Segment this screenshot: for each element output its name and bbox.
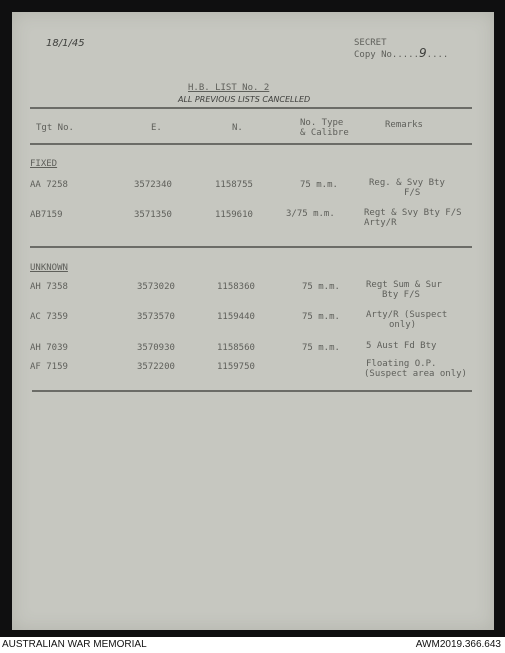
cell-tgt: AB7159 [30, 210, 63, 220]
copy-trail: .... [426, 50, 449, 60]
cell-type: 75 m.m. [302, 312, 340, 322]
cell-northing: 1159750 [217, 362, 255, 372]
cell-type: 3/75 m.m. [286, 209, 335, 219]
footer-catalogue-id: AWM2019.366.643 [415, 639, 501, 650]
header-northing: N. [232, 123, 243, 133]
header-type-line2: & Calibre [300, 128, 349, 138]
cell-type: 75 m.m. [302, 343, 340, 353]
section-label: UNKNOWN [30, 263, 68, 273]
cell-easting: 3573020 [137, 282, 175, 292]
header-type-line1: No. Type [300, 118, 344, 128]
classification-label: SECRET [354, 38, 387, 48]
cell-remarks-line2: Arty/R [364, 218, 397, 228]
cell-remarks-line2: only) [389, 320, 417, 330]
cell-easting: 3572200 [137, 362, 175, 372]
cell-northing: 1158755 [215, 180, 253, 190]
copy-number: 9 [419, 46, 427, 60]
cell-easting: 3573570 [137, 312, 175, 322]
cell-type: 75 m.m. [300, 180, 338, 190]
cell-tgt: AA 7258 [30, 180, 68, 190]
archive-footer [0, 637, 505, 653]
cell-remarks-line1: Regt Sum & Sur [366, 280, 442, 290]
cell-easting: 3570930 [137, 343, 175, 353]
cell-type: 75 m.m. [302, 282, 340, 292]
section-label: FIXED [30, 159, 58, 169]
cell-tgt: AH 7358 [30, 282, 68, 292]
header-easting: E. [151, 123, 162, 133]
cell-easting: 3571350 [134, 210, 172, 220]
section-divider [30, 246, 472, 248]
cell-tgt: AF 7159 [30, 362, 68, 372]
cell-remarks-line1: Arty/R (Suspect [366, 310, 448, 320]
cell-remarks-line1: Regt & Svy Bty F/S [364, 208, 462, 218]
cell-northing: 1158360 [217, 282, 255, 292]
cell-remarks-line1: Floating O.P. [366, 359, 437, 369]
header-rule-bottom [30, 143, 472, 145]
handwritten-annotation: ALL PREVIOUS LISTS CANCELLED [178, 95, 311, 104]
header-rule-top [30, 107, 472, 109]
cell-easting: 3572340 [134, 180, 172, 190]
cell-remarks-line1: 5 Aust Fd Bty [366, 341, 437, 351]
copy-label: Copy No..... [354, 50, 420, 60]
cell-remarks-line2: (Suspect area only) [364, 369, 467, 379]
copy-number-line [354, 48, 448, 60]
document-page [12, 12, 494, 630]
cell-northing: 1158560 [217, 343, 255, 353]
cell-northing: 1159610 [215, 210, 253, 220]
cell-tgt: AC 7359 [30, 312, 68, 322]
table-bottom-rule [32, 390, 472, 392]
header-remarks: Remarks [385, 120, 423, 130]
header-tgt-no: Tgt No. [36, 123, 74, 133]
cell-remarks-line2: Bty F/S [382, 290, 420, 300]
footer-institution: AUSTRALIAN WAR MEMORIAL [2, 639, 147, 650]
cell-remarks-line1: Reg. & Svy Bty [369, 178, 445, 188]
document-date: 18/1/45 [46, 38, 85, 49]
list-title: H.B. LIST No. 2 [188, 83, 270, 93]
cell-remarks-line2: F/S [404, 188, 421, 198]
cell-northing: 1159440 [217, 312, 255, 322]
cell-tgt: AH 7039 [30, 343, 68, 353]
